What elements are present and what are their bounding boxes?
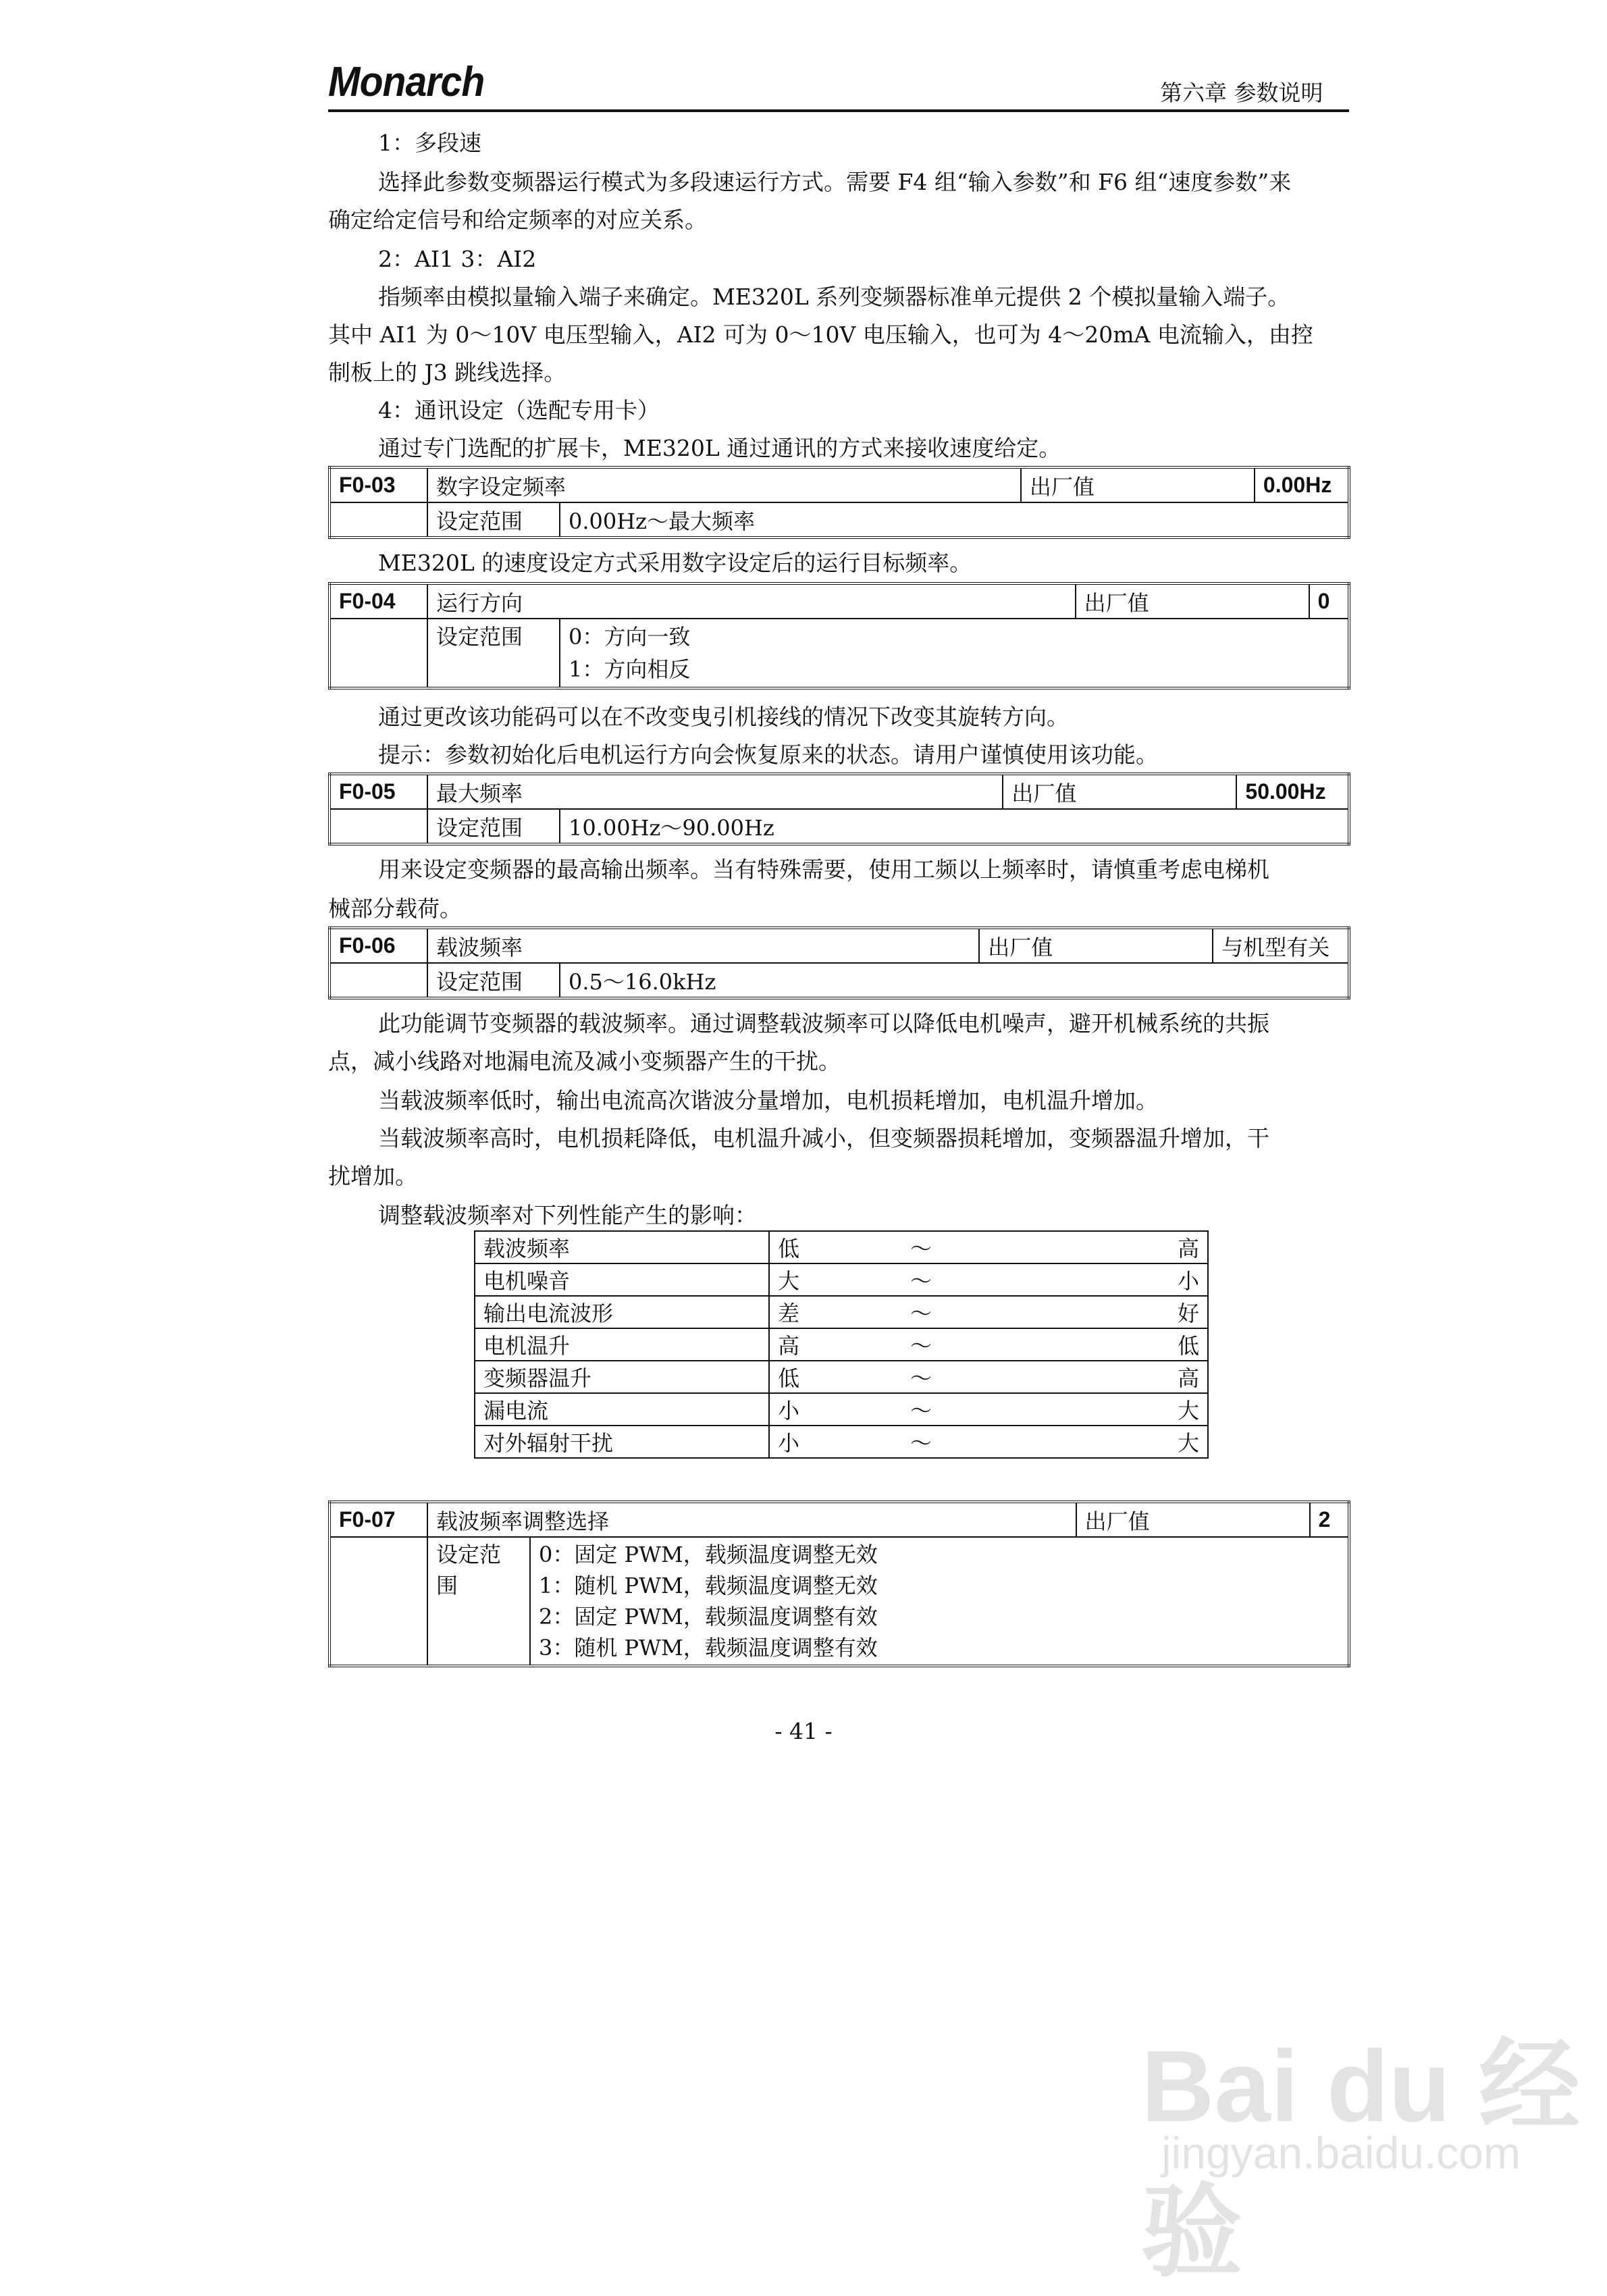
carrier-effects-table bbox=[474, 1230, 1209, 1459]
default-value: 0 bbox=[1309, 583, 1349, 619]
range-option: 1：随机 PWM，载频温度调整无效 bbox=[539, 1573, 878, 1598]
range-options bbox=[560, 619, 1349, 688]
range-option: 0：方向一致 bbox=[569, 624, 691, 650]
carrier-effect-label: 输出电流波形 bbox=[475, 1296, 769, 1328]
option-1-title: 1：多段速 bbox=[378, 130, 481, 156]
f0-04-note-2: 提示：参数初始化后电机运行方向会恢复原来的状态。请用户谨慎使用该功能。 bbox=[378, 741, 1158, 768]
brand-logo: Monarch bbox=[328, 59, 485, 105]
range-value: 0.00Hz～最大频率 bbox=[560, 502, 1349, 538]
f0-06-note-a-line2: 点，减小线路对地漏电流及减小变频器产生的干扰。 bbox=[328, 1048, 841, 1074]
range-options bbox=[530, 1537, 1349, 1666]
f0-03-note: ME320L 的速度设定方式采用数字设定后的运行目标频率。 bbox=[378, 550, 972, 576]
default-label: 出厂值 bbox=[1003, 774, 1236, 809]
param-code: F0-05 bbox=[330, 774, 427, 809]
carrier-effect-tilde: ～ bbox=[826, 1263, 1016, 1296]
carrier-effect-label: 变频器温升 bbox=[475, 1361, 769, 1393]
default-label: 出厂值 bbox=[1021, 467, 1255, 502]
carrier-effect-tilde: ～ bbox=[826, 1231, 1016, 1263]
carrier-effect-high: 大 bbox=[1016, 1426, 1208, 1458]
carrier-effect-row bbox=[475, 1263, 1208, 1296]
param-table-f0-05 bbox=[328, 773, 1350, 845]
f0-04-note-1: 通过更改该功能码可以在不改变曳引机接线的情况下改变其旋转方向。 bbox=[378, 704, 1069, 730]
range-value: 0.5～16.0kHz bbox=[560, 963, 1349, 998]
f0-06-note-c-line2: 扰增加。 bbox=[328, 1163, 417, 1189]
param-table-f0-03 bbox=[328, 466, 1350, 539]
carrier-effect-row bbox=[475, 1361, 1208, 1393]
f0-06-note-d: 调整载波频率对下列性能产生的影响： bbox=[378, 1202, 757, 1228]
range-value: 10.00Hz～90.00Hz bbox=[560, 809, 1349, 844]
param-name: 载波频率 bbox=[427, 928, 979, 963]
option-1-desc-line1: 选择此参数变频器运行模式为多段速运行方式。需要 F4 组“输入参数”和 F6 组“速度参数”来 bbox=[378, 169, 1292, 195]
f0-06-note-b: 当载波频率低时，输出电流高次谐波分量增加，电机损耗增加，电机温升增加。 bbox=[378, 1087, 1158, 1114]
carrier-effect-label: 对外辐射干扰 bbox=[475, 1426, 769, 1458]
carrier-effect-high: 低 bbox=[1016, 1328, 1208, 1361]
header-rule bbox=[328, 109, 1349, 112]
range-option: 3：随机 PWM，载频温度调整有效 bbox=[539, 1635, 878, 1661]
carrier-effect-row bbox=[475, 1328, 1208, 1361]
f0-06-note-a-line1: 此功能调节变频器的载波频率。通过调整载波频率可以降低电机噪声，避开机械系统的共振 bbox=[378, 1010, 1269, 1037]
empty-cell bbox=[330, 809, 427, 844]
default-label: 出厂值 bbox=[1076, 1502, 1310, 1537]
param-table-f0-06 bbox=[328, 927, 1350, 999]
range-label: 设定范围 bbox=[427, 619, 560, 688]
carrier-effect-high: 高 bbox=[1016, 1231, 1208, 1263]
carrier-effect-low: 高 bbox=[769, 1328, 826, 1361]
chapter-title: 第六章 参数说明 bbox=[1160, 80, 1323, 106]
carrier-effect-label: 电机噪音 bbox=[475, 1263, 769, 1296]
range-option: 2：固定 PWM，载频温度调整有效 bbox=[539, 1604, 878, 1629]
default-value: 50.00Hz bbox=[1236, 774, 1349, 809]
carrier-effect-tilde: ～ bbox=[826, 1393, 1016, 1426]
range-option: 1：方向相反 bbox=[569, 656, 691, 682]
carrier-effect-row bbox=[475, 1393, 1208, 1426]
param-table-f0-04 bbox=[328, 582, 1350, 689]
option-2-3-desc-line1: 指频率由模拟量输入端子来确定。ME320L 系列变频器标准单元提供 2 个模拟量输入端子。 bbox=[378, 284, 1290, 310]
param-name: 数字设定频率 bbox=[427, 467, 1021, 502]
option-2-3-title: 2：AI1 3：AI2 bbox=[378, 246, 537, 272]
carrier-effect-high: 好 bbox=[1016, 1296, 1208, 1328]
empty-cell bbox=[330, 502, 427, 538]
carrier-effect-tilde: ～ bbox=[826, 1328, 1016, 1361]
carrier-effect-row bbox=[475, 1426, 1208, 1458]
carrier-effect-low: 小 bbox=[769, 1426, 826, 1458]
range-label: 设定范围 bbox=[427, 809, 560, 844]
empty-cell bbox=[330, 963, 427, 998]
empty-cell bbox=[330, 619, 427, 688]
carrier-effect-low: 差 bbox=[769, 1296, 826, 1328]
default-label: 出厂值 bbox=[979, 928, 1213, 963]
range-label: 设定范围 bbox=[427, 502, 560, 538]
carrier-effect-row bbox=[475, 1296, 1208, 1328]
param-name: 最大频率 bbox=[427, 774, 1003, 809]
page-number: - 41 - bbox=[774, 1718, 833, 1744]
carrier-effect-tilde: ～ bbox=[826, 1361, 1016, 1393]
f0-05-note-line1: 用来设定变频器的最高输出频率。当有特殊需要，使用工频以上频率时，请慎重考虑电梯机 bbox=[378, 856, 1269, 883]
carrier-effect-tilde: ～ bbox=[826, 1296, 1016, 1328]
carrier-effect-label: 载波频率 bbox=[475, 1231, 769, 1263]
option-2-3-desc-line3: 制板上的 J3 跳线选择。 bbox=[328, 359, 567, 386]
range-label: 设定范围 bbox=[427, 1537, 530, 1666]
watermark-brand: Bai du 经验 bbox=[1141, 2029, 1581, 2289]
option-4-title: 4：通讯设定（选配专用卡） bbox=[378, 397, 660, 423]
default-label: 出厂值 bbox=[1076, 583, 1309, 619]
carrier-effect-row bbox=[475, 1231, 1208, 1263]
param-name: 运行方向 bbox=[427, 583, 1076, 619]
carrier-effect-low: 小 bbox=[769, 1393, 826, 1426]
carrier-effect-label: 电机温升 bbox=[475, 1328, 769, 1361]
default-value: 2 bbox=[1310, 1502, 1349, 1537]
carrier-effect-label: 漏电流 bbox=[475, 1393, 769, 1426]
watermark-url: jingyan.baidu.com bbox=[1161, 2128, 1521, 2178]
carrier-effect-low: 低 bbox=[769, 1361, 826, 1393]
param-code: F0-06 bbox=[330, 928, 427, 963]
carrier-effect-high: 高 bbox=[1016, 1361, 1208, 1393]
param-code: F0-07 bbox=[330, 1502, 427, 1537]
option-4-desc: 通过专门选配的扩展卡，ME320L 通过通讯的方式来接收速度给定。 bbox=[378, 435, 1061, 461]
default-value: 0.00Hz bbox=[1255, 467, 1349, 502]
param-code: F0-04 bbox=[330, 583, 427, 619]
option-2-3-desc-line2: 其中 AI1 为 0～10V 电压型输入，AI2 可为 0～10V 电压输入，也可为 4～20mA 电流输入，由控 bbox=[328, 321, 1313, 348]
carrier-effect-low: 大 bbox=[769, 1263, 826, 1296]
carrier-effect-high: 小 bbox=[1016, 1263, 1208, 1296]
f0-06-note-c-line1: 当载波频率高时，电机损耗降低，电机温升减小，但变频器损耗增加，变频器温升增加，干 bbox=[378, 1125, 1269, 1151]
default-value: 与机型有关 bbox=[1213, 928, 1349, 963]
range-label: 设定范围 bbox=[427, 963, 560, 998]
param-name: 载波频率调整选择 bbox=[427, 1502, 1076, 1537]
f0-05-note-line2: 械部分载荷。 bbox=[328, 895, 462, 922]
param-table-f0-07 bbox=[328, 1501, 1350, 1667]
carrier-effect-low: 低 bbox=[769, 1231, 826, 1263]
carrier-effect-tilde: ～ bbox=[826, 1426, 1016, 1458]
range-option: 0：固定 PWM，载频温度调整无效 bbox=[539, 1542, 878, 1567]
param-code: F0-03 bbox=[330, 467, 427, 502]
empty-cell bbox=[330, 1537, 427, 1666]
carrier-effect-high: 大 bbox=[1016, 1393, 1208, 1426]
option-1-desc-line2: 确定给定信号和给定频率的对应关系。 bbox=[328, 207, 707, 233]
